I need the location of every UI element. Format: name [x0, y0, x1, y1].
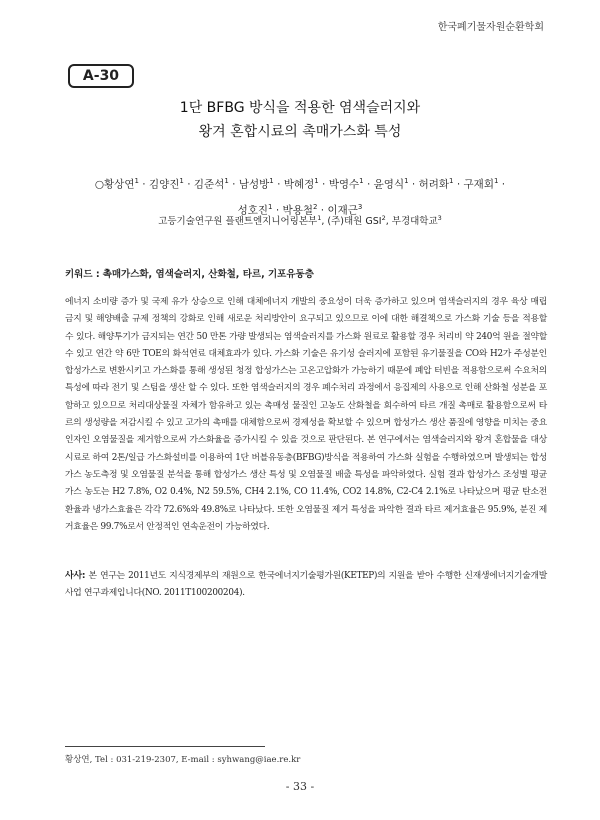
author-name: 김양진 [148, 178, 180, 191]
abstract-id-badge: A-30 [68, 64, 134, 88]
ack-text: 본 연구는 2011년도 지식경제부의 재원으로 한국에너지기술평가원(KETEP)의 지원을 받아 수행한 신재생에너지기술개발 사업 연구과제입니다(NO. 2011T100200204). [65, 571, 547, 599]
author-name: 성호진 [237, 204, 269, 216]
author-affil-sup: 1 [493, 177, 499, 185]
title-line-2: 왕겨 혼합시료의 촉매가스화 특성 [198, 124, 402, 140]
affiliation-3: 부경대학교 [391, 216, 438, 227]
author-name: 박영수 [328, 178, 360, 191]
author-affil-sup: 1 [134, 177, 139, 185]
author-separator: · [366, 178, 371, 191]
presenter-mark: ○ [94, 178, 105, 191]
author-name: 구재회 [463, 178, 494, 191]
author-name: 김준석 [193, 178, 225, 191]
paper-title [0, 96, 600, 144]
author-separator: · [320, 204, 325, 216]
author-name: 박혜정 [283, 178, 315, 191]
author-separator: · [187, 178, 191, 191]
author-affil-sup: 3 [357, 202, 363, 211]
author-name: 황상연 [104, 178, 135, 191]
author-affil-sup: 1 [269, 177, 274, 185]
author-name: 이재근 [327, 204, 358, 216]
contact-footnote: 황상연, Tel : 031-219-2307, E-mail : syhwang@iae.re.kr [65, 755, 301, 765]
author-separator: · [456, 178, 461, 191]
affil-sup: 1 [317, 213, 322, 222]
affiliation-1: 고등기술연구원 플랜트엔지니어링본부 [158, 216, 318, 227]
affil-sup: 3 [437, 213, 442, 222]
keywords-label: 키워드 : [65, 269, 100, 280]
author-separator: · [232, 178, 236, 191]
author-affil-sup: 2 [312, 202, 318, 211]
affiliations: 고등기술연구원 플랜트엔지니어링본부$^1$, (주)태원 GSI$^2$, 부경대학교$^3$ [158, 213, 442, 227]
keywords-text: 촉매가스화, 염색슬러지, 산화철, 타르, 기포유동층 [102, 269, 314, 280]
author-affil-sup: 1 [314, 177, 319, 185]
acknowledgment [65, 568, 547, 603]
title-line-1: 1단 BFBG 방식을 적용한 염색슬러지와 [179, 100, 421, 116]
author-line-1 [60, 170, 540, 196]
author-affil-sup: 1 [179, 177, 184, 185]
author-separator: · [501, 178, 506, 191]
keywords-line [65, 266, 545, 280]
author-separator: · [411, 178, 416, 191]
footnote-divider [65, 746, 265, 747]
author-affil-sup: 1 [268, 202, 273, 211]
author-name: 남성방 [238, 178, 270, 191]
author-affil-sup: 1 [359, 177, 364, 185]
page-number: - 33 - [285, 780, 315, 793]
society-name: 한국폐기물자원순환학회 [437, 22, 544, 33]
affil-sup: 2 [381, 213, 386, 222]
ack-label: 사사: [65, 571, 86, 581]
author-affil-sup: 1 [224, 177, 229, 185]
author-name: 허려화 [418, 178, 450, 191]
author-name: 박용철 [282, 204, 313, 216]
author-affil-sup: 1 [404, 177, 409, 185]
author-separator: · [275, 204, 280, 216]
author-separator: · [277, 178, 281, 191]
author-name: 윤영식 [373, 178, 405, 191]
author-affil-sup: 1 [449, 177, 454, 185]
affiliation-2: (주)태원 GSI [327, 216, 382, 227]
abstract-body: 에너지 소비량 증가 및 국제 유가 상승으로 인해 대체에너지 개발의 중요성이 더욱 증가하고 있으며 염색슬러지의 경우 육상 매립 금지 및 해양배출 규제 정책의 강화로 인해 새로운 처리방안이 요구되고 있으므로 이에 대한 해결책으로 가스화 기술 등을 적용할 수 있다. 해양투기가 금지되는 연간 50 만톤 가량 발생되는 염색슬러지를 가스화 원료로 활용할 경우 처리비 약 240억 원을 절약할 수 있고 연간 약 6만 TOE의 화석연료 대체효과가 있다. 가스화 기술은 유기성 슬러지에 포함된 유기물질을 CO와 H2가 주성분인 합성가스로 변환시키고 가스화를 통해 생성된 청정 합성가스는 고온고압화가 가능하기 때문에 폐압 터빈을 적용함으로써 수요처의 특성에 따라 전기 및 스팀을 생산 할 수 있다. 또한 염색슬러지의 경우 폐수처리 과정에서 응집제의 사용으로 인해 산화철 성분을 포함하고 있으므로 처리대상물질 자체가 함유하고 있는 촉매성 물질인 고농도 산화철을 회수하여 타르 개질 촉매로 활용함으로써 타르의 생성량을 저감시킬 수 있고 고가의 촉매를 대체함으로써 경제성을 확보할 수 있으며 합성가스 생산 품질에 영향을 미치는 중요 인자인 오염물질을 제거함으로써 가스화율을 증가시킬 수 있을 것으로 판단된다. 본 연구에서는 염색슬러지와 왕겨 혼합물을 대상 시료로 하여 2톤/일급 가스화설비를 이용하여 1단 버블유동층(BFBG)방식을 적용하여 가스화 실험을 수행하였으며 발생되는 합성가스 농도측정 및 오염물질 분석을 통해 합성가스 생산 특성 및 오염물질 배출 특성을 파악하였다. 실험 결과 합성가스 조성별 평균 가스 농도는 H2 7.8%, O2 0.4%, N2 59.5%, CH4 2.1%, CO 11.4%, CO2 14.8%, C2-C4 2.1%로 나타났으며 평균 탄소전환율과 냉가스효율은 각각 72.6%와 49.8%로 나타났다. 또한 오염물질 제거 특성을 파악한 결과 타르 제거효율은 95.9%, 분진 제거효율은 99.7%로서 안정적인 연속운전이 가능하였다. [65, 297, 547, 532]
author-separator: · [142, 178, 146, 191]
author-separator: · [322, 178, 326, 191]
